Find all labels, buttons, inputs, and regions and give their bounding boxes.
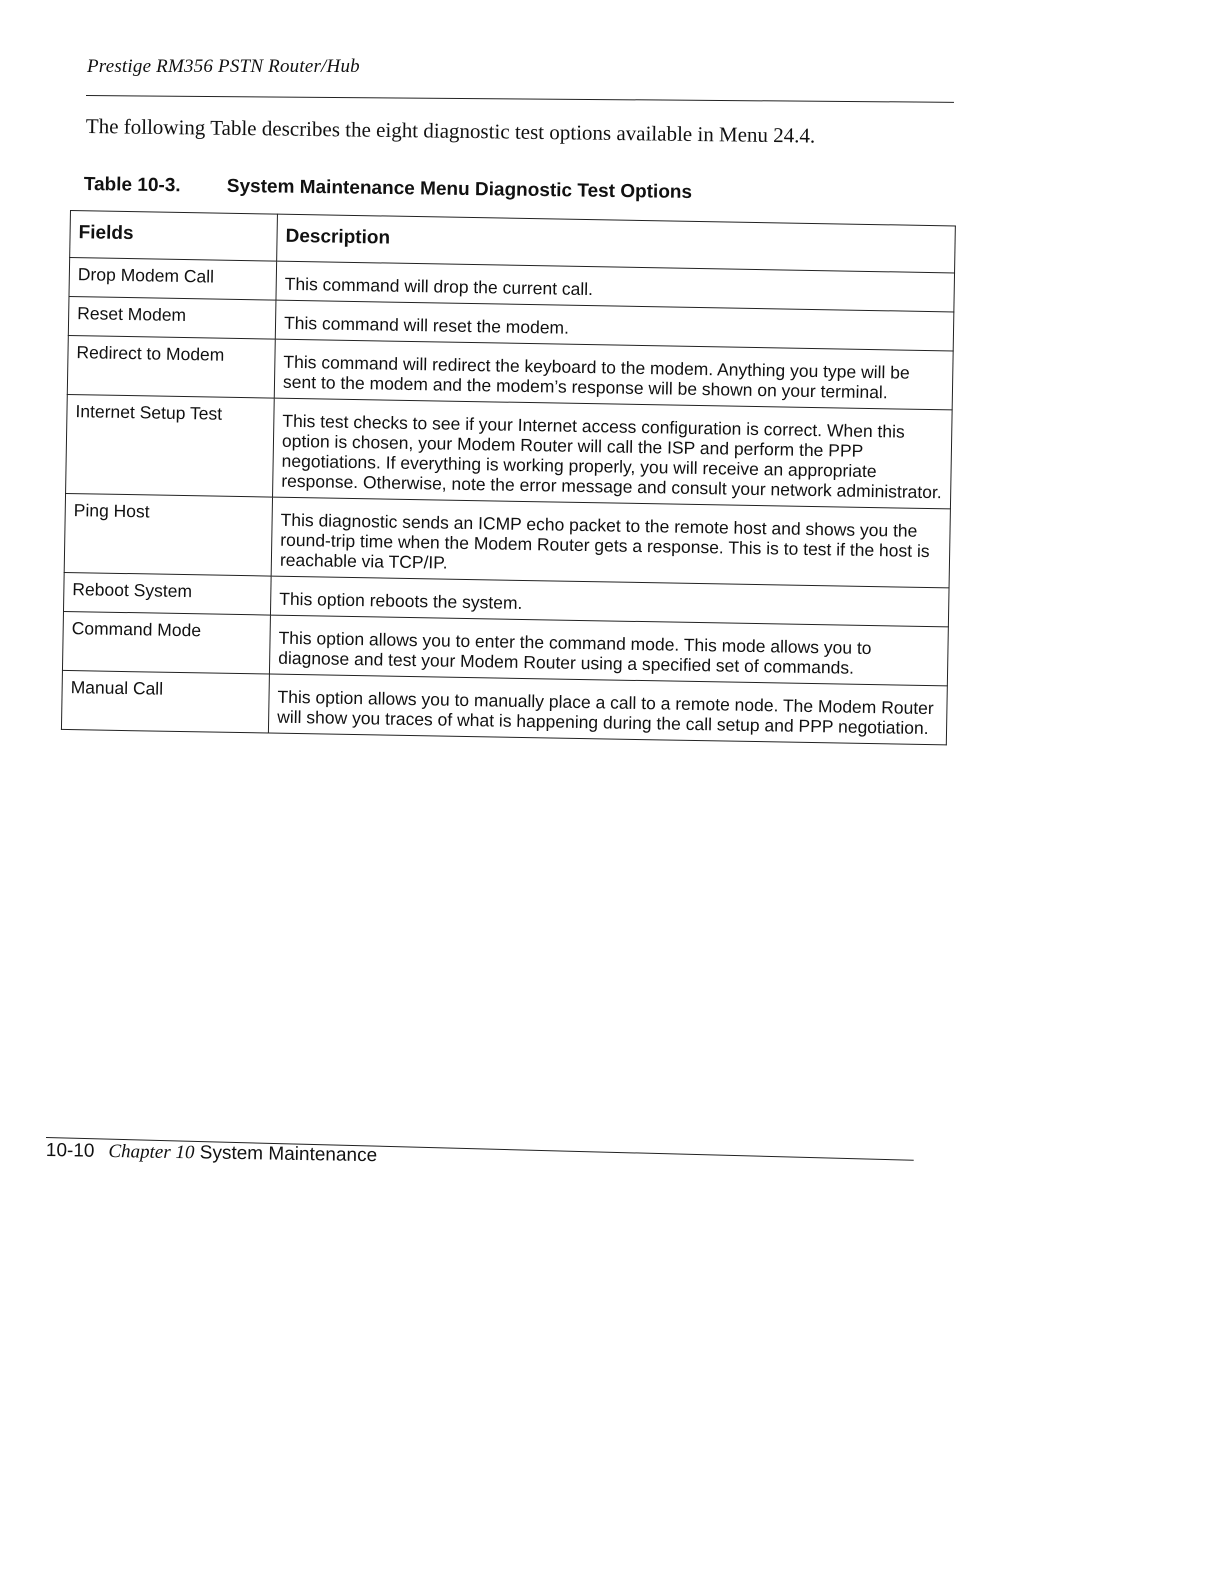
field-cell: Command Mode: [62, 611, 270, 674]
field-cell: Manual Call: [61, 670, 269, 733]
field-cell: Drop Modem Call: [69, 258, 277, 301]
description-cell: This test checks to see if your Internet access configuration is correct. When this option is chosen, your Modem Router will call the ISP and perform the PPP negotiations. If everything is working properly, you will receive an appropriate response. Otherwise, note the error message and consult your network administrator.: [273, 398, 953, 509]
description-cell: This diagnostic sends an ICMP echo packet to the remote host and shows you the round-trip time when the Modem Router gets a response. This is to test if the host is reachable via TCP/IP.: [271, 497, 950, 588]
table-row: [64, 493, 950, 587]
diagnostic-options-table: [61, 210, 956, 745]
column-header-fields: Fields: [70, 211, 278, 262]
table-title: System Maintenance Menu Diagnostic Test Options: [226, 175, 693, 203]
description-cell: This option reboots the system.: [270, 576, 949, 627]
table-row: [66, 394, 953, 508]
section-label: System Maintenance: [199, 1142, 378, 1167]
header-rule: [86, 95, 954, 103]
field-cell: Reset Modem: [68, 296, 276, 339]
table-caption: [84, 174, 692, 204]
description-cell: This option allows you to manually place a call to a remote node. The Modem Router will show you traces of what is happening during the call setup and PPP negotiation.: [268, 674, 947, 745]
description-cell: This command will redirect the keyboard to the modem. Anything you type will be sent to the modem and the modem’s response will be shown on your terminal.: [274, 339, 953, 410]
field-cell: Reboot System: [63, 572, 271, 615]
chapter-label: Chapter 10: [108, 1140, 195, 1164]
intro-paragraph: The following Table describes the eight diagnostic test options available in Menu 24.4.: [85, 114, 816, 148]
page-number: 10-10: [45, 1140, 95, 1162]
description-cell: This command will drop the current call.: [276, 261, 955, 312]
field-cell: Redirect to Modem: [67, 335, 275, 398]
field-cell: Ping Host: [64, 493, 272, 576]
description-cell: This command will reset the modem.: [275, 300, 954, 351]
table-number: Table 10-3.: [83, 174, 181, 197]
column-header-description: Description: [277, 214, 956, 273]
diagnostic-table-wrapper: [61, 210, 956, 745]
description-cell: This option allows you to enter the command mode. This mode allows you to diagnose and test your Modem Router using a specified set of commands.: [269, 615, 948, 686]
page-footer: [46, 1140, 378, 1167]
page-header: Prestige RM356 PSTN Router/Hub: [87, 56, 360, 77]
field-cell: Internet Setup Test: [66, 394, 275, 497]
